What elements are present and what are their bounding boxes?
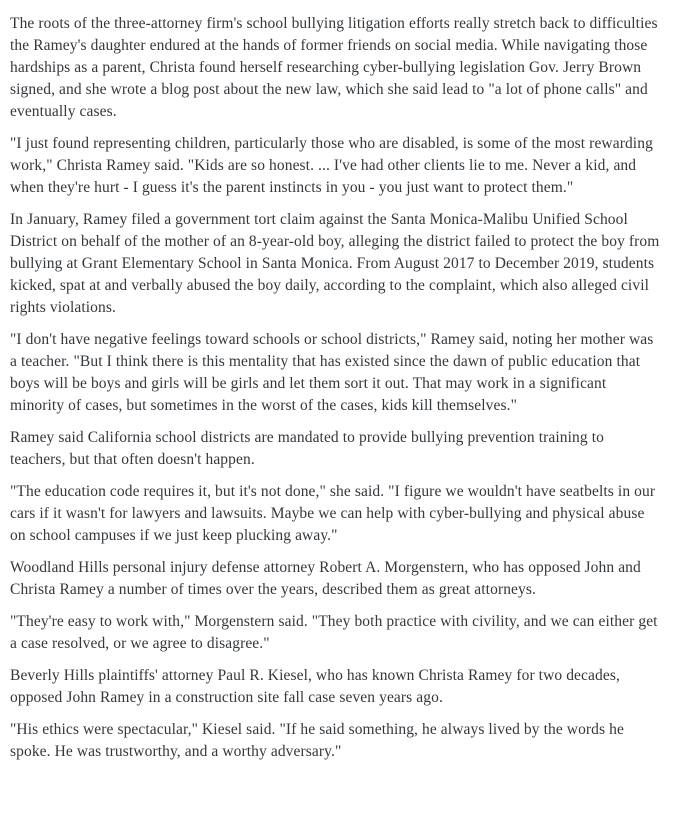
article-paragraph: "They're easy to work with," Morgenstern said. "They both practice with civility, and we can either get a case resolved, or we agree to disagree." [10, 613, 658, 652]
article-paragraph: "His ethics were spectacular," Kiesel said. "If he said something, he always lived by the words he spoke. He was trustworthy, and a worthy adversary." [10, 721, 624, 760]
article-paragraph: The roots of the three-attorney firm's school bullying litigation efforts really stretch back to difficulties the Ramey's daughter endured at the hands of former friends on social media. While navigating those hardships as a parent, Christa found herself researching cyber-bullying legislation Gov. Jerry Brown signed, and she wrote a blog post about the new law, which she said lead to "a lot of phone calls" and eventually cases. [10, 15, 658, 120]
article-paragraph: "I just found representing children, particularly those who are disabled, is some of the most rewarding work," Christa Ramey said. "Kids are so honest. ... I've had other clients lie to me. Never a kid, and when they're hurt - I guess it's the parent instincts in you - you just want to protect them." [10, 135, 653, 196]
article-paragraph: In January, Ramey filed a government tort claim against the Santa Monica-Malibu Unified School District on behalf of the mother of an 8-year-old boy, alleging the district failed to protect the boy from bullying at Grant Elementary School in Santa Monica. From August 2017 to December 2019, students kicked, spat at and verbally abused the boy daily, according to the complaint, which also alleged civil rights violations. [10, 211, 660, 316]
article-paragraph: Ramey said California school districts are mandated to provide bullying prevention training to teachers, but that often doesn't happen. [10, 429, 604, 468]
article-paragraph: Woodland Hills personal injury defense attorney Robert A. Morgenstern, who has opposed John and Christa Ramey a number of times over the years, described them as great attorneys. [10, 559, 641, 598]
article-paragraph: Beverly Hills plaintiffs' attorney Paul R. Kiesel, who has known Christa Ramey for two decades, opposed John Ramey in a construction site fall case seven years ago. [10, 667, 620, 706]
article-paragraph: "The education code requires it, but it's not done," she said. "I figure we wouldn't have seatbelts in our cars if it wasn't for lawyers and lawsuits. Maybe we can help with cyber-bullying and physical abuse on school campuses if we just keep plucking away." [10, 483, 656, 544]
article-paragraph: "I don't have negative feelings toward schools or school districts," Ramey said, noting her mother was a teacher. "But I think there is this mentality that has existed since the dawn of public education that boys will be boys and girls will be girls and let them sort it out. That may work in a significant minority of cases, but sometimes in the worst of the cases, kids kill themselves." [10, 331, 654, 414]
